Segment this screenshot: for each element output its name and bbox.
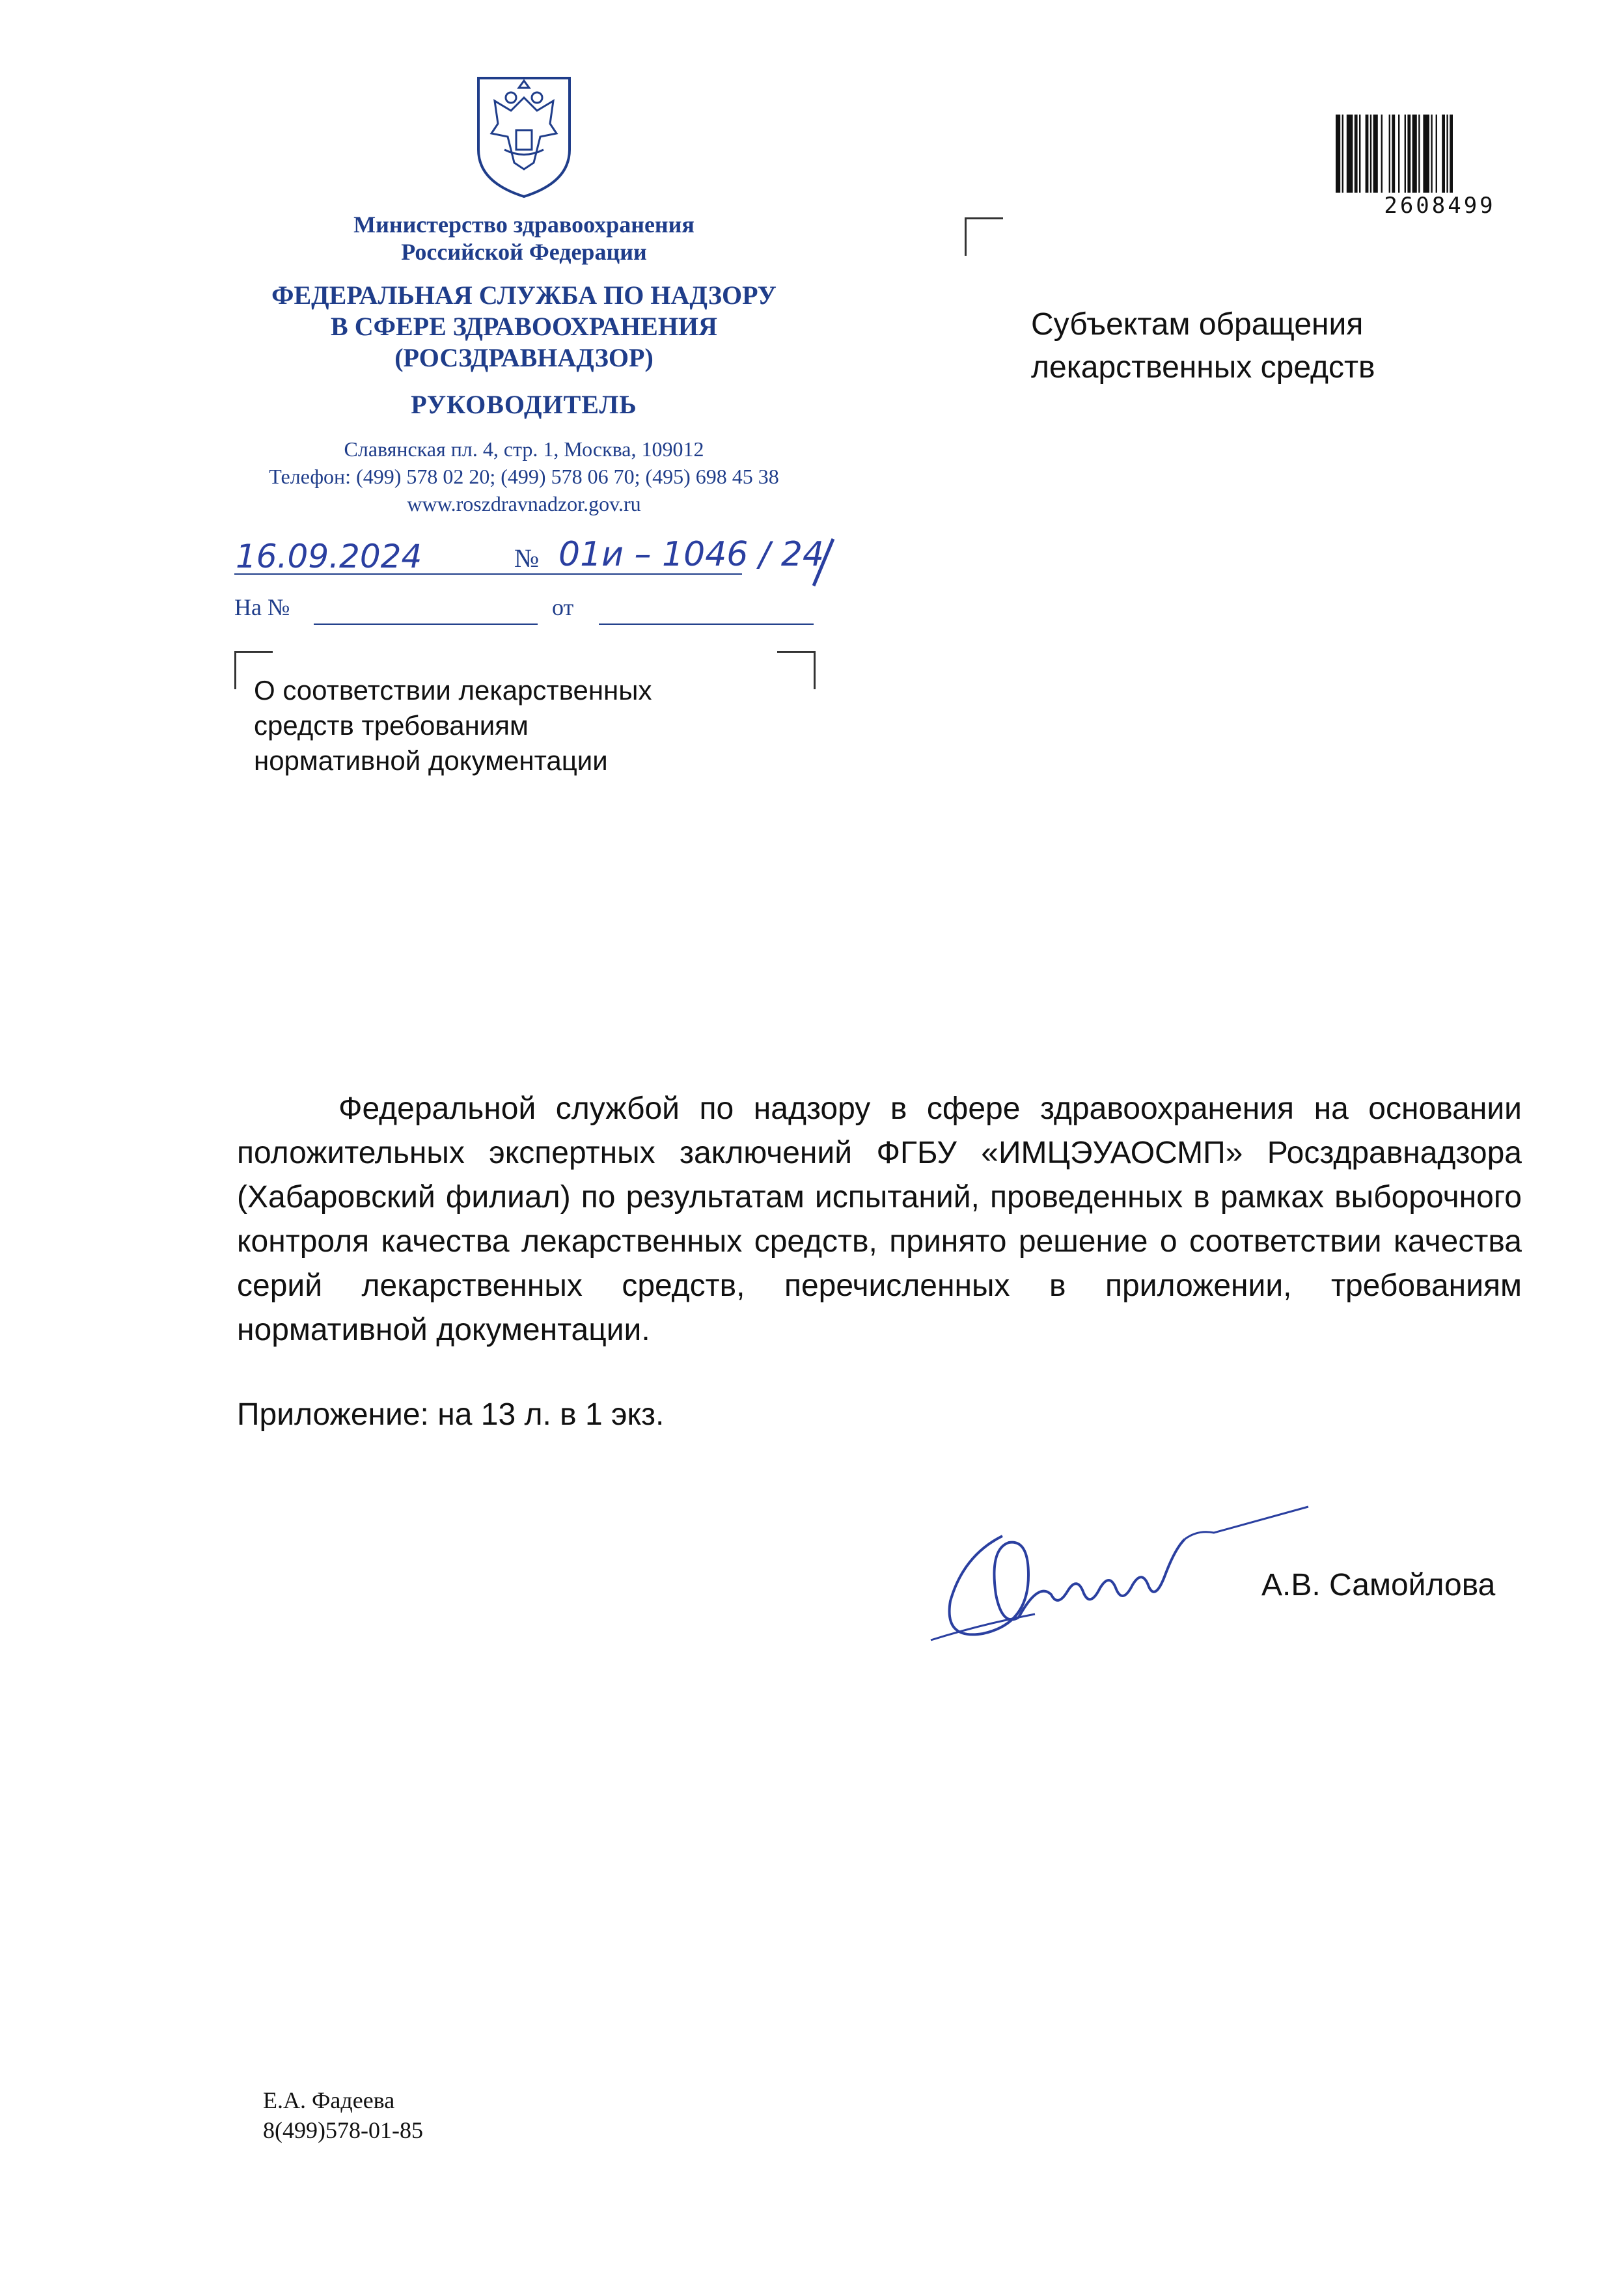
reply-date-field — [599, 624, 814, 625]
service-line3: (РОСЗДРАВНАДЗОР) — [394, 343, 654, 372]
signer-name: А.В. Самойлова — [1261, 1568, 1496, 1602]
ministry-line2: Российской Федерации — [401, 239, 647, 265]
recipient-line1: Субъектам обращения — [1031, 307, 1364, 342]
state-emblem-icon — [465, 72, 583, 202]
address: Славянская пл. 4, стр. 1, Москва, 109012 — [344, 437, 704, 461]
ministry-line1: Министерство здравоохранения — [353, 212, 695, 238]
service-line1: ФЕДЕРАЛЬНАЯ СЛУЖБА ПО НАДЗОРУ — [271, 281, 777, 310]
barcode-number: 2608499 — [1384, 193, 1496, 219]
subject-line3: нормативной документации — [254, 745, 608, 776]
reply-date-label: от — [552, 594, 574, 620]
subject-line1: О соответствии лекарственных — [254, 675, 652, 706]
letter-body: Федеральной службой по надзору в сфере здравоохранения на основании положительных экспертных заключений ФГБУ «ИМЦЭУАОСМП» Росздравнадзора (Хабаровский филиал) по результатам испытаний, проведенных в рамках выборочного контроля качества лекарственных средств, принято решение о соответствии качества серий лекарственных средств, перечисленных в приложении, требованиям нормативной документации. — [237, 1091, 1522, 1347]
reply-number-field — [314, 624, 538, 625]
registration-number: 01и – 1046 / 24 — [558, 535, 825, 574]
barcode-icon — [1336, 115, 1544, 193]
attachment-note: Приложение: на 13 л. в 1 экз. — [237, 1397, 665, 1432]
website: www.roszdravnadzor.gov.ru — [407, 492, 641, 515]
service-line2: В СФЕРЕ ЗДРАВООХРАНЕНИЯ — [331, 312, 717, 341]
recipient-line2: лекарственных средств — [1031, 350, 1375, 385]
executor-phone: 8(499)578-01-85 — [263, 2117, 423, 2143]
registration-number-label: № — [514, 543, 540, 573]
registration-date: 16.09.2024 — [236, 538, 422, 575]
subject-corner-mark-right — [777, 651, 816, 689]
letter-subject — [254, 673, 652, 778]
phone-numbers: Телефон: (499) 578 02 20; (499) 578 06 70; (495) 698 45 38 — [269, 465, 779, 488]
recipient-block — [1031, 303, 1375, 389]
executor-name: Е.А. Фадеева — [263, 2087, 395, 2113]
recipient-corner-mark — [965, 217, 1003, 256]
head-title: РУКОВОДИТЕЛЬ — [411, 390, 637, 419]
reply-number-label: На № — [234, 594, 290, 620]
subject-line2: средств требованиям — [254, 710, 529, 741]
